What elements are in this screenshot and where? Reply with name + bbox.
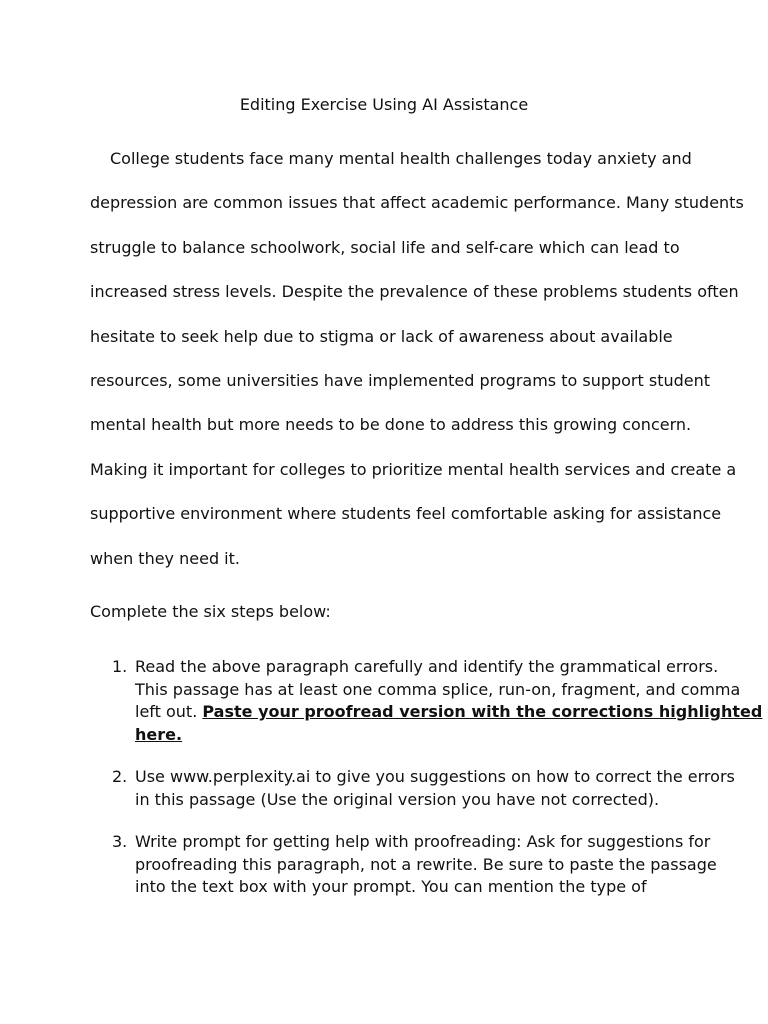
step-line: into the text box with your prompt. You can mention the type of <box>135 877 647 896</box>
step-line: in this passage (Use the original version you have not corrected). <box>135 789 660 809</box>
paragraph-line: supportive environment where students feel comfortable asking for assistance <box>90 504 722 524</box>
step-item <box>90 766 735 811</box>
step-number: 3. <box>112 832 128 851</box>
step-instruction-emphasis: here. <box>135 724 183 744</box>
step-line: This passage has at least one comma splice, run-on, fragment, and comma <box>135 679 741 699</box>
paragraph-line: when they need it. <box>90 548 240 568</box>
page-title: Editing Exercise Using AI Assistance <box>239 95 529 114</box>
step-line: Write prompt for getting help with proofreading: Ask for suggestions for <box>135 832 711 851</box>
step-text: left out. <box>135 702 203 721</box>
steps-list <box>90 656 763 919</box>
step-item <box>90 656 763 746</box>
paragraph-line: depression are common issues that affect academic performance. Many students <box>90 193 744 213</box>
paragraph-line: struggle to balance schoolwork, social life and self-care which can lead to <box>90 237 680 257</box>
steps-intro: Complete the six steps below: <box>90 602 331 621</box>
exercise-paragraph <box>90 149 744 593</box>
paragraph-line: increased stress levels. Despite the prevalence of these problems students often <box>90 282 739 302</box>
paragraph-line: College students face many mental health challenges today anxiety and <box>110 149 692 168</box>
step-line: Read the above paragraph carefully and identify the grammatical errors. <box>135 657 719 676</box>
step-instruction-emphasis: Paste your proofread version with the corrections highlighted <box>202 702 763 721</box>
step-line <box>135 724 690 747</box>
paragraph-line: Making it important for colleges to prioritize mental health services and create a <box>90 459 737 479</box>
step-line: Use www.perplexity.ai to give you suggestions on how to correct the errors <box>135 767 735 786</box>
paragraph-line: resources, some universities have implemented programs to support student <box>90 370 711 390</box>
step-item <box>90 831 717 899</box>
step-number: 2. <box>112 767 128 786</box>
step-number: 1. <box>112 657 128 676</box>
step-line: proofreading this paragraph, not a rewrite. Be sure to paste the passage <box>135 854 717 874</box>
step-line <box>135 701 763 724</box>
paragraph-line: mental health but more needs to be done to address this growing concern. <box>90 415 692 435</box>
paragraph-line: hesitate to seek help due to stigma or lack of awareness about available <box>90 326 673 346</box>
